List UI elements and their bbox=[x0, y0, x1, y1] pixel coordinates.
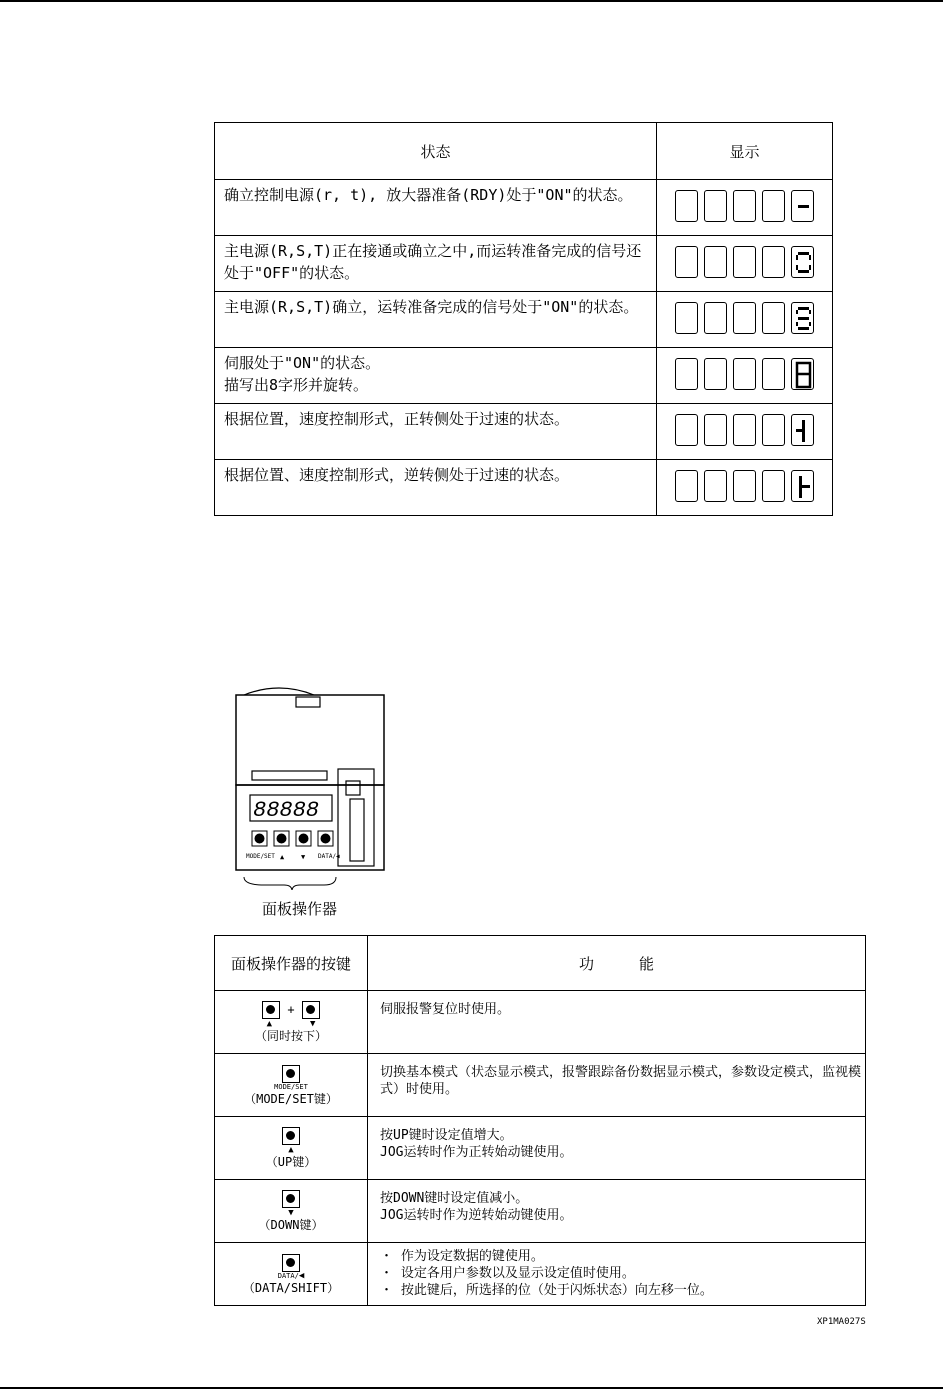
table-row bbox=[215, 991, 866, 1054]
table-row bbox=[215, 180, 833, 236]
status-desc: 主电源(R,S,T)正在接通或确立之中,而运转准备完成的信号还处于"OFF"的状态。 bbox=[215, 236, 657, 292]
key-cell bbox=[215, 1243, 368, 1306]
status-display bbox=[657, 348, 833, 404]
table-row bbox=[215, 404, 833, 460]
blank-digit bbox=[733, 190, 756, 222]
key-cell bbox=[215, 1054, 368, 1117]
key-tiny-label: MODE/SET bbox=[274, 1082, 308, 1091]
up-arrow-icon: ▲ bbox=[288, 1145, 294, 1155]
blank-digit bbox=[733, 246, 756, 278]
panel-operator-illustration bbox=[234, 685, 394, 890]
key-caption: （DATA/SHIFT） bbox=[242, 1280, 340, 1295]
panel-label: 面板操作器 bbox=[262, 900, 338, 918]
panel-label-mode-set: MODE/SET bbox=[246, 853, 275, 860]
blank-digit bbox=[762, 358, 785, 390]
status-desc: 根据位置，速度控制形式，正转侧处于过速的状态。 bbox=[215, 404, 657, 460]
key-caption: （同时按下） bbox=[254, 1029, 327, 1043]
status-glyph-two-bars bbox=[792, 247, 815, 279]
blank-digit bbox=[704, 414, 727, 446]
status-header-display: 显示 bbox=[657, 123, 833, 180]
function-cell: 按DOWN键时设定值减小。 JOG运转时作为逆转始动键使用。 bbox=[368, 1180, 866, 1243]
blank-digit bbox=[733, 358, 756, 390]
blank-digit bbox=[675, 414, 698, 446]
table-row bbox=[215, 1243, 866, 1306]
plus-sign: + bbox=[287, 1002, 295, 1017]
blank-digit bbox=[704, 190, 727, 222]
blank-digit bbox=[733, 470, 756, 502]
status-glyph-dash-low bbox=[792, 191, 815, 223]
panel-buttons bbox=[252, 831, 333, 846]
status-glyph-reverse bbox=[792, 471, 815, 503]
status-desc: 主电源(R,S,T)确立，运转准备完成的信号处于"ON"的状态。 bbox=[215, 292, 657, 348]
status-glyph-digit bbox=[791, 358, 814, 390]
down-arrow-icon: ▼ bbox=[288, 1208, 294, 1218]
table-row bbox=[215, 236, 833, 292]
key-cell bbox=[215, 991, 368, 1054]
blank-digit bbox=[704, 470, 727, 502]
panel-label-up: ▲ bbox=[280, 853, 285, 861]
table-row bbox=[215, 460, 833, 516]
panel-label-data: DATA/◀ bbox=[318, 853, 340, 860]
blank-digit bbox=[675, 470, 698, 502]
status-header-state: 状态 bbox=[215, 123, 657, 180]
bottom-rule bbox=[0, 1387, 943, 1389]
blank-digit bbox=[675, 190, 698, 222]
function-cell: 伺服报警复位时使用。 bbox=[368, 991, 866, 1054]
function-header: 功 能 bbox=[368, 936, 866, 991]
status-glyph-digit bbox=[791, 414, 814, 446]
blank-digit bbox=[762, 470, 785, 502]
blank-digit bbox=[704, 302, 727, 334]
status-display bbox=[657, 180, 833, 236]
table-row bbox=[215, 1117, 866, 1180]
table-row bbox=[215, 348, 833, 404]
table-row bbox=[215, 1180, 866, 1243]
blank-digit bbox=[762, 190, 785, 222]
status-display bbox=[657, 236, 833, 292]
mode-set-button-icon bbox=[282, 1065, 300, 1083]
panel-display-value: 88888 bbox=[253, 798, 320, 823]
blank-digit bbox=[704, 246, 727, 278]
key-function-table bbox=[214, 935, 866, 1306]
table-row bbox=[215, 292, 833, 348]
blank-digit bbox=[733, 414, 756, 446]
function-cell: 按UP键时设定值增大。 JOG运转时作为正转始动键使用。 bbox=[368, 1117, 866, 1180]
figure-reference-code: XP1MA027S bbox=[817, 1317, 866, 1327]
status-glyph-digit bbox=[791, 190, 814, 222]
key-tiny-label: DATA/◀ bbox=[277, 1270, 305, 1281]
key-caption: （UP键） bbox=[265, 1155, 317, 1169]
status-glyph-three-bars bbox=[792, 303, 815, 335]
blank-digit bbox=[704, 358, 727, 390]
panel-label-down: ▼ bbox=[301, 853, 306, 861]
blank-digit bbox=[762, 414, 785, 446]
blank-digit bbox=[675, 246, 698, 278]
blank-digit bbox=[733, 302, 756, 334]
key-cell bbox=[215, 1180, 368, 1243]
status-table bbox=[214, 122, 833, 516]
key-header: 面板操作器的按键 bbox=[215, 936, 368, 991]
status-display bbox=[657, 460, 833, 516]
status-display bbox=[657, 404, 833, 460]
function-cell: 切换基本模式（状态显示模式，报警跟踪备份数据显示模式，参数设定模式，监视模式）时使用。 bbox=[368, 1054, 866, 1117]
status-glyph-digit bbox=[791, 302, 814, 334]
status-desc: 伺服处于"ON"的状态。 描写出8字形并旋转。 bbox=[215, 348, 657, 404]
status-desc: 根据位置、速度控制形式，逆转侧处于过速的状态。 bbox=[215, 460, 657, 516]
key-cell bbox=[215, 1117, 368, 1180]
down-button-icon bbox=[302, 1001, 320, 1019]
function-cell: ・ 作为设定数据的键使用。 ・ 设定各用户参数以及显示设定值时使用。 ・ 按此键后，所选择的位（处于闪烁状态）向左移一位。 bbox=[368, 1243, 866, 1306]
data-shift-button-icon bbox=[282, 1254, 300, 1272]
up-button-icon bbox=[262, 1001, 280, 1019]
blank-digit bbox=[762, 302, 785, 334]
key-caption: （MODE/SET键） bbox=[244, 1091, 338, 1106]
table-row bbox=[215, 1054, 866, 1117]
up-down-arrows-icon: ▲ ▼ bbox=[266, 1019, 316, 1029]
status-glyph-forward bbox=[792, 415, 815, 447]
status-glyph-digit bbox=[791, 470, 814, 502]
status-desc: 确立控制电源(r, t), 放大器准备(RDY)处于"ON"的状态。 bbox=[215, 180, 657, 236]
key-caption: （DOWN键） bbox=[258, 1218, 324, 1232]
status-display bbox=[657, 292, 833, 348]
status-glyph-digit bbox=[791, 246, 814, 278]
blank-digit bbox=[675, 358, 698, 390]
status-glyph-eight bbox=[792, 359, 815, 391]
down-button-icon bbox=[282, 1190, 300, 1208]
top-rule bbox=[0, 0, 943, 2]
blank-digit bbox=[762, 246, 785, 278]
blank-digit bbox=[675, 302, 698, 334]
up-button-icon bbox=[282, 1127, 300, 1145]
